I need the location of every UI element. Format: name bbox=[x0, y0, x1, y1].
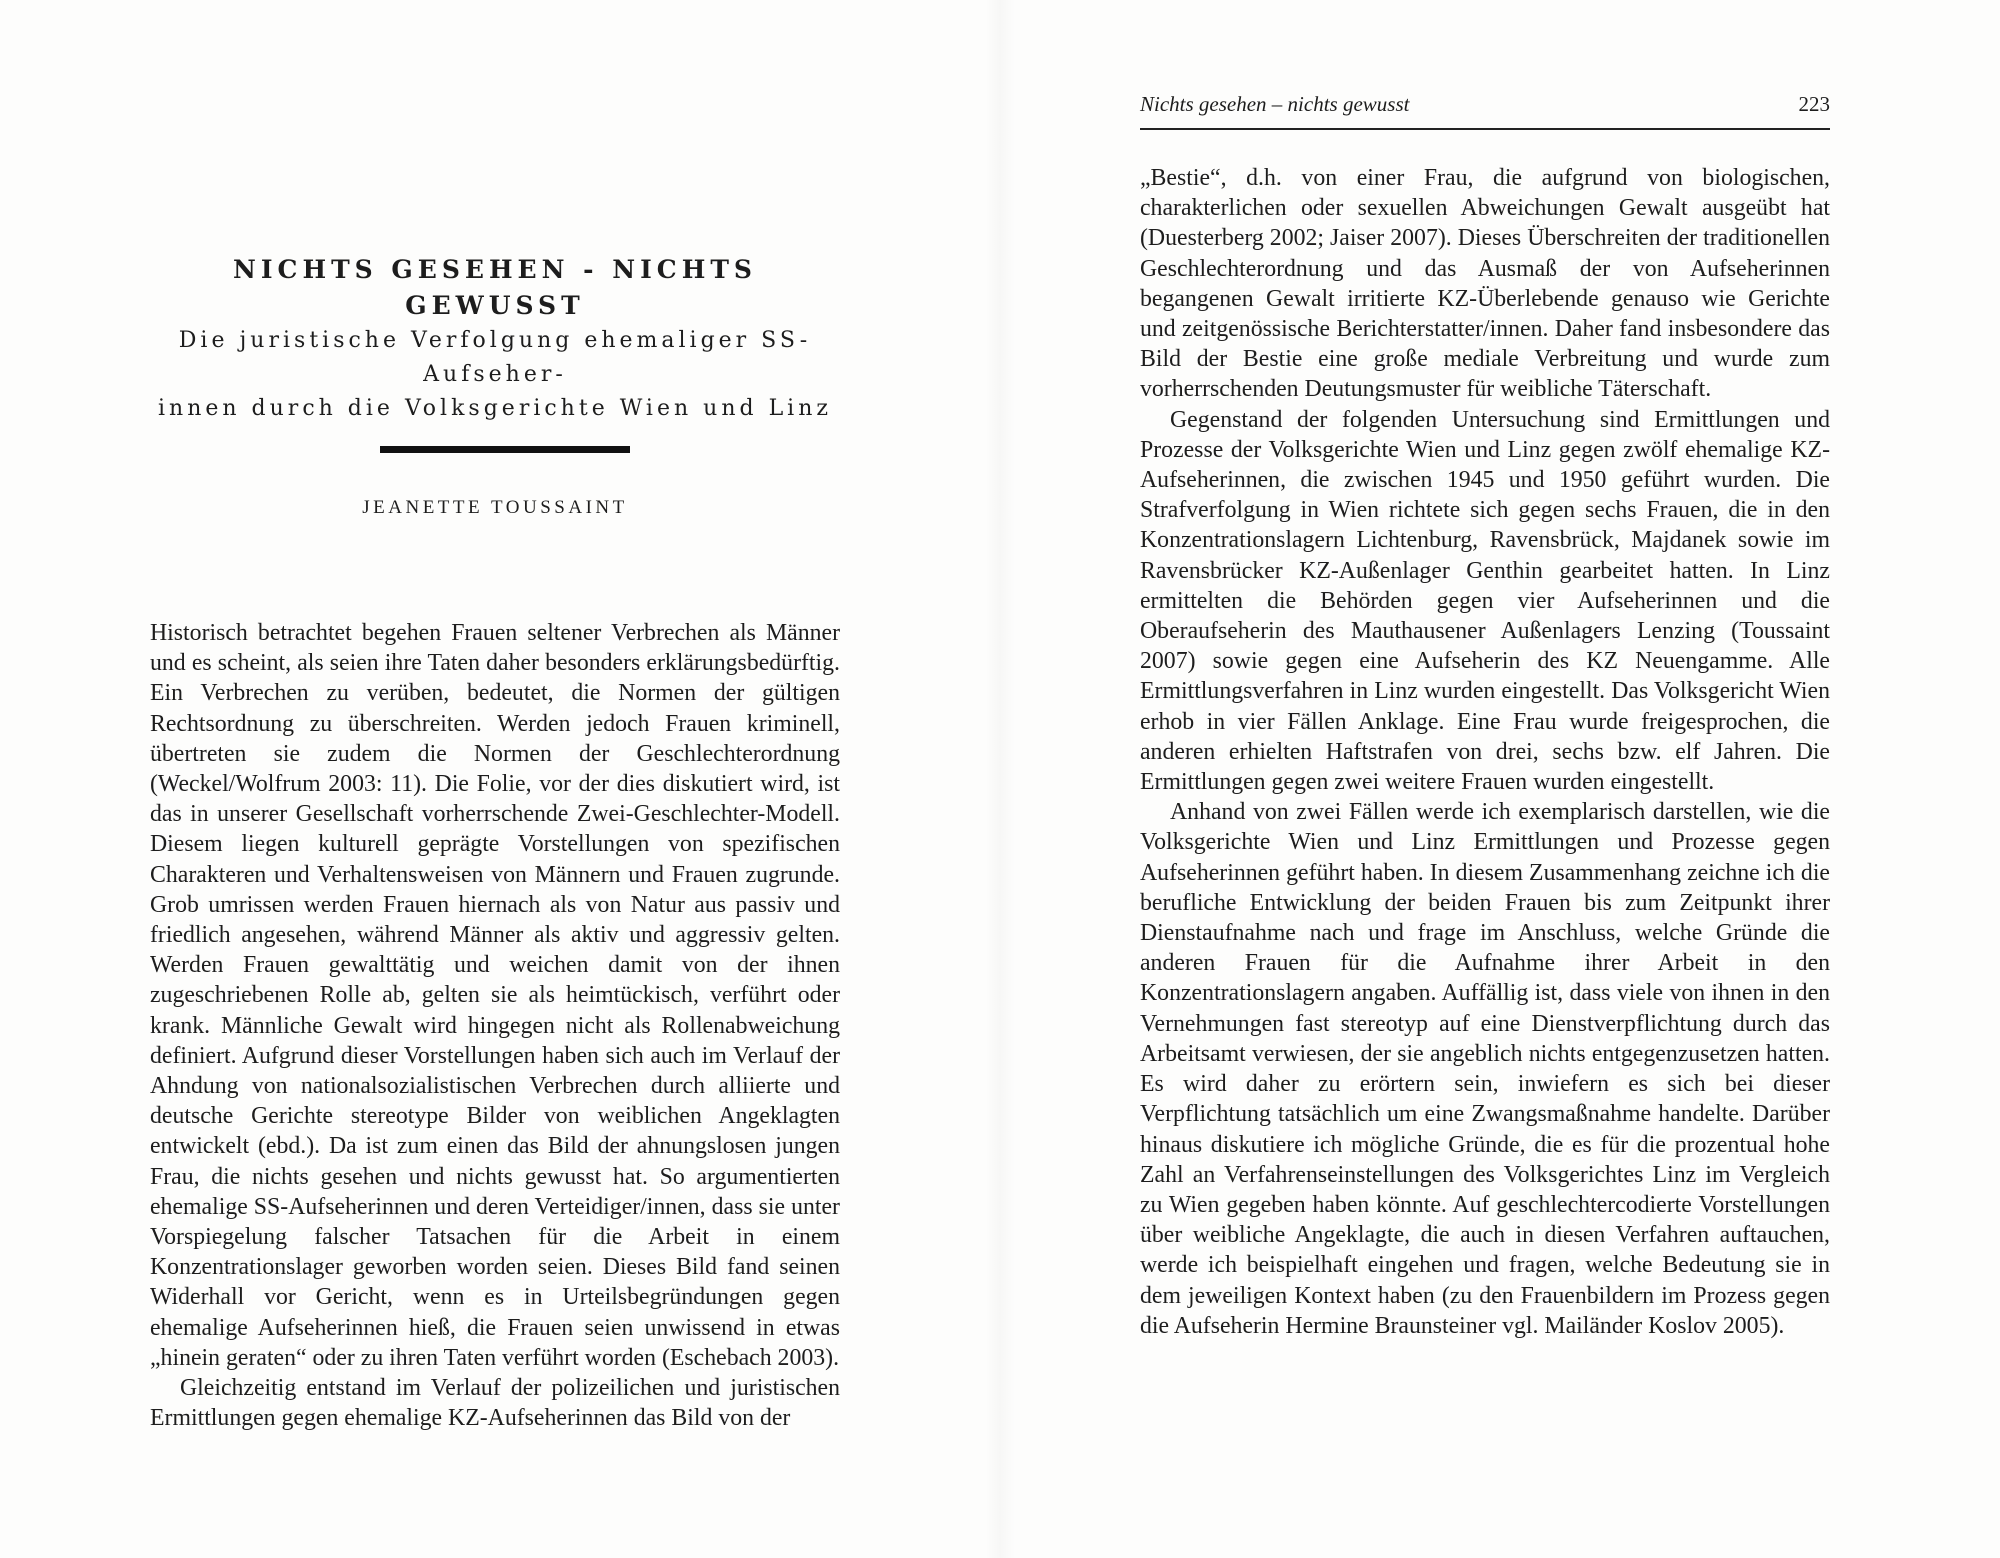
running-title: Nichts gesehen – nichts gewusst bbox=[1140, 92, 1410, 116]
chapter-title: NICHTS GESEHEN - NICHTS GEWUSST bbox=[233, 255, 757, 320]
chapter-subtitle-line-2: innen durch die Volksgerichte Wien und Linz bbox=[158, 396, 832, 421]
chapter-title-block bbox=[150, 252, 840, 426]
body-paragraph: „Bestie“, d.h. von einer Frau, die aufgrund von biologischen, charakterlichen oder sexuellen Abweichungen Gewalt ausgeübt hat (Duesterberg 2002; Jaiser 2007). Dieses Überschreiten der traditionellen Geschlechterordnung und das Ausmaß der von Aufseherinnen begangenen Gewalt irritierte KZ-Überlebende genauso wie Gerichte und zeitgenössische Berichterstatter/innen. Daher fand insbesondere das Bild der Bestie eine große mediale Verbreitung und wurde zum vorherrschenden Deutungsmuster für weibliche Täterschaft. bbox=[1140, 165, 1830, 403]
body-paragraph: Historisch betrachtet begehen Frauen seltener Verbrechen als Männer und es scheint, als seien ihre Taten daher besonders erklärungsbedürftig. Ein Verbrechen zu verüben, bedeutet, die Normen der gültigen Rechtsordnung zu überschreiten. Werden jedoch Frauen kriminell, übertreten sie zudem die Normen der Geschlechterordnung (Weckel/Wolfrum 2003: 11). Die Folie, vor der dies diskutiert wird, ist das in unserer Gesellschaft vorherrschende Zwei-Geschlechter-Modell. Diesem liegen kulturell geprägte Vorstellungen von spezifischen Charakteren und Verhaltensweisen von Männern und Frauen zugrunde. Grob umrissen werden Frauen hiernach als von Natur aus passiv und friedlich angesehen, während Männer als aktiv und aggressiv gelten. Werden Frauen gewalttätig und weichen damit von der ihnen zugeschriebenen Rolle ab, gelten sie als heimtückisch, verführt oder krank. Männliche Gewalt wird hingegen nicht als Rollenabweichung definiert. Aufgrund dieser Vorstellungen haben sich auch im Verlauf der Ahndung von nationalsozialistischen Verbrechen durch alliierte und deutsche Gerichte stereotype Bilder von weiblichen Angeklagten entwickelt (ebd.). Da ist zum einen das Bild der ahnungslosen jungen Frau, die nichts gesehen und nichts gewusst hat. So argumentierten ehemalige SS-Aufseherinnen und deren Verteidiger/innen, dass sie unter Vorspiegelung falscher Tatsachen für die Arbeit in einem Konzentrationslager geworben worden seien. Dieses Bild fand seinen Widerhall vor Gericht, wenn es in Urteilsbegründungen gegen ehemalige Aufseherinnen hieß, die Frauen seien unwissend in etwas „hinein geraten“ oder zu ihren Taten verführt worden (Eschebach 2003). bbox=[150, 620, 840, 1371]
page-number: 223 bbox=[1798, 92, 1830, 116]
header-rule bbox=[1140, 128, 1830, 130]
title-divider-rule bbox=[380, 446, 630, 453]
chapter-subtitle-line-1: Die juristische Verfolgung ehemaliger SS-Aufseher- bbox=[178, 328, 812, 387]
body-paragraph: Gleichzeitig entstand im Verlauf der polizeilichen und juristischen Ermittlungen gegen ehemalige KZ-Aufseherinnen das Bild von der bbox=[150, 1375, 840, 1432]
body-paragraph: Gegenstand der folgenden Untersuchung sind Ermittlungen und Prozesse der Volksgerichte Wien und Linz gegen zwölf ehemalige KZ-Aufseherinnen, die zwischen 1945 und 1950 geführt wurden. Die Strafverfolgung in Wien richtete sich gegen sechs Frauen, die in den Konzentrationslagern Lichtenburg, Ravensbrück, Majdanek sowie im Ravensbrücker KZ-Außenlager Genthin gearbeitet hatten. In Linz ermittelten die Behörden gegen vier Aufseherinnen und die Oberaufseherin des Mauthausener Außenlagers Lenzing (Toussaint 2007) sowie gegen eine Aufseherin des KZ Neuengamme. Alle Ermittlungsverfahren in Linz wurden eingestellt. Das Volksgericht Wien erhob in vier Fällen Anklage. Eine Frau wurde freigesprochen, die anderen erhielten Haftstrafen von drei, sechs bzw. elf Jahren. Die Ermittlungen gegen zwei weitere Frauen wurden eingestellt. bbox=[1140, 406, 1830, 796]
left-page-body bbox=[150, 618, 840, 1433]
body-paragraph: Anhand von zwei Fällen werde ich exemplarisch darstellen, wie die Volksgerichte Wien und Linz Ermittlungen und Prozesse gegen Aufseherinnen geführt haben. In diesem Zusammenhang zeichne ich die berufliche Entwicklung der beiden Frauen bis zum Zeitpunkt ihrer Dienstaufnahme nach und frage im Anschluss, welche Gründe die anderen Frauen für die Aufnahme ihrer Arbeit in den Konzentrationslagern angaben. Auffällig ist, dass viele von ihnen in den Vernehmungen fast stereotyp auf eine Dienstverpflichtung durch das Arbeitsamt verwiesen, der sie angeblich nichts entgegenzusetzen hatten. Es wird daher zu erörtern sein, inwiefern es sich bei dieser Verpflichtung tatsächlich um eine Zwangsmaßnahme handelte. Darüber hinaus diskutiere ich mögliche Gründe, die es für die prozentual hohe Zahl an Verfahrenseinstellungen des Volksgerichtes Linz im Vergleich zu Wien gegeben haben könnte. Auf geschlechtercodierte Vorstellungen über weibliche Angeklagte, die auch in diesen Verfahren auftauchen, werde ich beispielhaft eingehen und fragen, welche Bedeutung sie in dem jeweiligen Kontext haben (zu den Frauenbildern im Prozess gegen die Aufseherin Hermine Braunsteiner vgl. Mailänder Koslov 2005). bbox=[1140, 799, 1830, 1339]
right-page-body bbox=[1140, 163, 1830, 1341]
chapter-author: JEANETTE TOUSSAINT bbox=[362, 497, 628, 518]
running-header bbox=[1140, 88, 1830, 124]
